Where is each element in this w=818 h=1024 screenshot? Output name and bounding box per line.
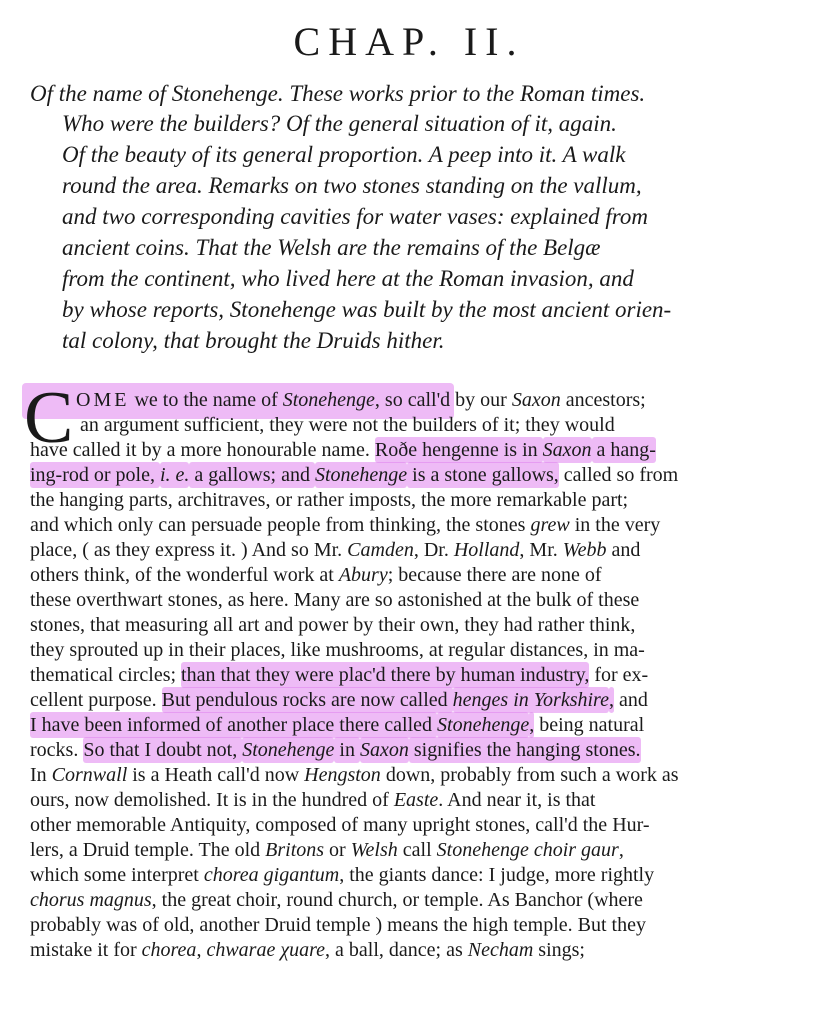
highlighted-run: But pendulous rocks are now called xyxy=(161,689,453,711)
argument-line: from the continent, who lived here at the Roman invasion, and xyxy=(62,266,634,291)
text-run: rocks. xyxy=(30,739,84,761)
body-line: probably was of old, another Druid temple ) means the high temple. But they xyxy=(30,914,646,936)
text-run: Easte xyxy=(393,789,439,811)
highlighted-run: ing-rod or pole, xyxy=(30,464,160,486)
text-run: Britons xyxy=(265,839,325,861)
text-run: called so from xyxy=(558,464,679,486)
text-run: Saxon xyxy=(511,389,561,411)
body-line xyxy=(30,763,679,788)
text-run: mistake it for xyxy=(30,939,142,961)
highlighted-run: Saxon xyxy=(542,439,592,461)
text-run: Webb xyxy=(562,539,607,561)
text-run: chorus magnus xyxy=(30,889,152,911)
text-run: Stonehenge xyxy=(282,389,375,411)
highlighted-run: Stonehenge xyxy=(314,464,408,486)
text-run: OME xyxy=(76,389,130,411)
text-run: and xyxy=(606,539,641,561)
text-run: , so call'd by our xyxy=(374,389,512,411)
highlighted-run: Roðe hengenne is in xyxy=(374,439,543,461)
highlighted-run: i. e. xyxy=(159,464,190,486)
text-run: others think, of the wonderful work at xyxy=(30,564,339,586)
text-run: Cornwall xyxy=(51,764,128,786)
text-run: Welsh xyxy=(350,839,398,861)
text-run: , the giants dance: I judge, more rightly xyxy=(339,864,655,886)
body-line xyxy=(30,788,595,813)
text-run: or xyxy=(324,839,351,861)
text-run: down, probably from such a work as xyxy=(380,764,679,786)
text-run: call xyxy=(397,839,437,861)
text-run: we to the name of xyxy=(129,389,283,411)
argument-line: Who were the builders? Of the general situation of it, again. xyxy=(62,111,617,136)
text-run: , Mr. xyxy=(519,539,563,561)
body-line xyxy=(30,538,640,563)
text-run: is a Heath call'd now xyxy=(127,764,305,786)
body-line xyxy=(30,838,624,863)
highlighted-run: a hang- xyxy=(591,439,656,461)
highlighted-run: a gallows; and xyxy=(189,464,315,486)
text-run: , a ball, dance; as xyxy=(325,939,468,961)
argument-line: round the area. Remarks on two stones standing on the vallum, xyxy=(62,173,642,198)
body-line: these overthwart stones, as here. Many are so astonished at the bulk of these xyxy=(30,589,640,611)
highlighted-run: , xyxy=(529,714,535,736)
text-run: thematical circles; xyxy=(30,664,182,686)
text-run: . And near it, is that xyxy=(438,789,596,811)
body-line xyxy=(30,938,585,963)
text-run: in the very xyxy=(569,514,661,536)
text-run: Stonehenge choir gaur xyxy=(436,839,619,861)
body-line xyxy=(30,863,654,888)
body-line xyxy=(30,438,656,463)
text-run: Hengston xyxy=(304,764,381,786)
body-line xyxy=(30,663,648,688)
text-run: chwarae χuare xyxy=(206,939,326,961)
body-line xyxy=(30,713,644,738)
highlighted-run: Saxon xyxy=(359,739,409,761)
body-line xyxy=(30,513,660,538)
body-line xyxy=(30,463,678,488)
text-run: , xyxy=(618,839,624,861)
text-run: lers, a Druid temple. The old xyxy=(30,839,266,861)
highlighted-run: than that they were plac'd there by human industry, xyxy=(181,664,590,686)
highlighted-run: is a stone gallows, xyxy=(407,464,559,486)
text-run: for ex- xyxy=(589,664,649,686)
text-run: and xyxy=(613,689,648,711)
body-line xyxy=(30,563,602,588)
text-run: Holland xyxy=(453,539,520,561)
argument-line: ancient coins. That the Welsh are the remains of the Belgæ xyxy=(62,235,601,260)
text-run: chorea xyxy=(141,939,197,961)
chapter-heading: CHAP. II. xyxy=(293,19,525,64)
text-run: chorea gigantum xyxy=(203,864,340,886)
text-run: which some interpret xyxy=(30,864,204,886)
body-line xyxy=(76,388,646,413)
text-run: being natural xyxy=(534,714,645,736)
body-line xyxy=(30,888,643,913)
text-run: Necham xyxy=(467,939,534,961)
highlighted-run: , xyxy=(608,689,614,711)
highlighted-run: Stonehenge xyxy=(437,714,530,736)
text-run: ; because there are none of xyxy=(387,564,602,586)
argument-line: tal colony, that brought the Druids hither. xyxy=(62,328,445,353)
highlighted-run: in xyxy=(334,739,360,761)
text-run: , xyxy=(196,939,207,961)
body-line xyxy=(30,738,641,763)
text-run: In xyxy=(30,764,52,786)
argument-line: by whose reports, Stonehenge was built by the most ancient orien- xyxy=(62,297,672,322)
argument-line: Of the beauty of its general proportion. A peep into it. A walk xyxy=(62,142,626,167)
text-run: Abury xyxy=(338,564,388,586)
argument-line: Of the name of Stonehenge. These works prior to the Roman times. xyxy=(30,81,646,106)
body-line: they sprouted up in their places, like mushrooms, at regular distances, in ma- xyxy=(30,639,645,661)
text-run: Camden xyxy=(347,539,414,561)
text-run: , Dr. xyxy=(413,539,454,561)
text-run: sings; xyxy=(533,939,585,961)
text-run: grew xyxy=(530,514,570,536)
highlighted-run: henges in Yorkshire xyxy=(452,689,609,711)
text-run: cellent purpose. xyxy=(30,689,162,711)
drop-cap: C xyxy=(24,377,74,459)
text-run: have called it by a more honourable name. xyxy=(30,439,375,461)
body-line: an argument sufficient, they were not the builders of it; they would xyxy=(80,414,615,436)
body-line xyxy=(30,688,648,713)
highlighted-run: Stonehenge xyxy=(242,739,335,761)
body-line: stones, that measuring all art and power by their own, they had rather think, xyxy=(30,614,636,636)
highlighted-run: So that I doubt not, xyxy=(83,739,243,761)
highlighted-run: signifies the hanging stones. xyxy=(408,739,641,761)
text-run: ancestors; xyxy=(560,389,646,411)
highlighted-run: I have been informed of another place there called xyxy=(30,714,438,736)
body-line: the hanging parts, architraves, or rather imposts, the more remarkable part; xyxy=(30,489,629,511)
argument-line: and two corresponding cavities for water vases: explained from xyxy=(62,204,648,229)
text-run: , the great choir, round church, or temple. As Banchor (where xyxy=(151,889,643,911)
text-run: and which only can persuade people from thinking, the stones xyxy=(30,514,531,536)
text-run: ours, now demolished. It is in the hundred of xyxy=(30,789,394,811)
text-run: place, ( as they express it. ) And so Mr. xyxy=(30,539,348,561)
body-line: other memorable Antiquity, composed of many upright stones, call'd the Hur- xyxy=(30,814,650,836)
